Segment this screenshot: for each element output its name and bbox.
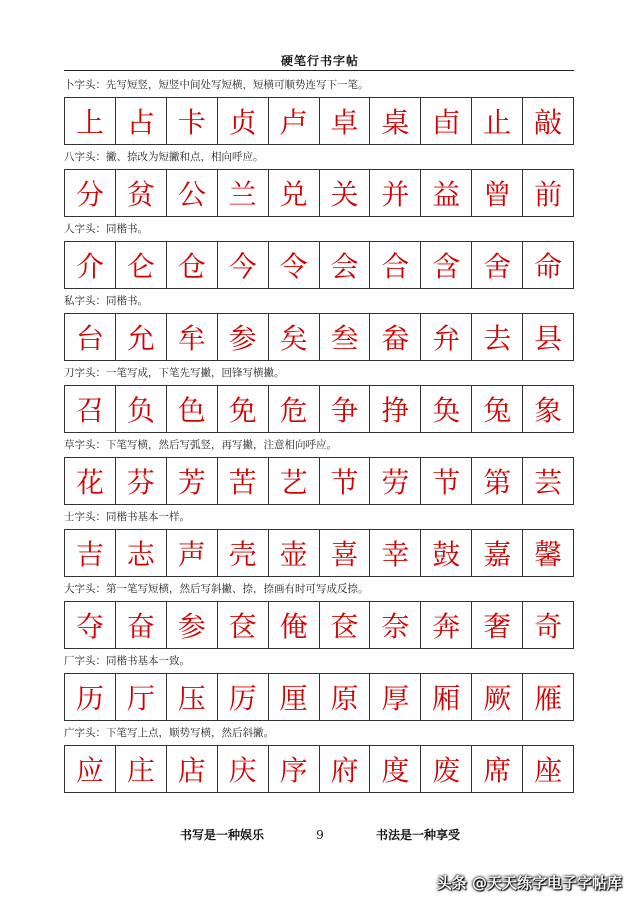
footer-left-motto: 书写是一种娱乐 [179, 828, 264, 842]
section-instruction: 私字头：同楷书。 [64, 295, 148, 307]
character-cell: 卡 [166, 98, 217, 144]
character-grid [64, 385, 574, 433]
character-cell: 占 [115, 98, 166, 144]
character-cell: 压 [166, 674, 217, 720]
character-cell: 曾 [471, 170, 522, 216]
character-cell: 店 [166, 746, 217, 792]
character-cell: 会 [319, 242, 370, 288]
practice-section [64, 723, 574, 795]
character-cell: 厘 [268, 674, 319, 720]
character-grid [64, 601, 574, 649]
section-instruction: 草字头：下笔写横，然后写弧竖，再写撇，注意相向呼应。 [64, 439, 337, 451]
section-instruction: 广字头：下笔写上点，顺势写横，然后斜撇。 [64, 727, 274, 739]
character-cell: 介 [75, 250, 104, 283]
character-grid [64, 313, 574, 361]
character-cell: 度 [369, 746, 420, 792]
practice-section [64, 363, 574, 435]
character-grid [64, 457, 574, 505]
character-cell: 舍 [471, 242, 522, 288]
character-cell: 仓 [166, 242, 217, 288]
character-cell: 节 [420, 458, 471, 504]
character-cell: 第 [471, 458, 522, 504]
character-grid [64, 97, 574, 145]
character-cell: 艺 [268, 458, 319, 504]
character-cell: 关 [319, 170, 370, 216]
character-cell: 庄 [115, 746, 166, 792]
character-cell: 卣 [420, 98, 471, 144]
character-cell: 嘉 [471, 530, 522, 576]
character-cell: 弁 [420, 314, 471, 360]
character-cell: 府 [319, 746, 370, 792]
character-cell: 争 [319, 386, 370, 432]
character-cell: 席 [471, 746, 522, 792]
character-cell: 历 [75, 682, 104, 715]
character-cell: 奈 [369, 602, 420, 648]
character-grid [64, 745, 574, 793]
character-cell: 畚 [369, 314, 420, 360]
character-cell: 止 [471, 98, 522, 144]
section-instruction: 厂字头：同楷书基本一致。 [64, 655, 190, 667]
character-cell: 应 [75, 754, 104, 787]
character-cell: 厥 [471, 674, 522, 720]
character-cell: 志 [115, 530, 166, 576]
character-cell: 仑 [115, 242, 166, 288]
character-cell: 台 [75, 322, 104, 355]
character-cell: 公 [166, 170, 217, 216]
character-cell: 奁 [319, 602, 370, 648]
character-cell: 矣 [268, 314, 319, 360]
character-cell: 叁 [319, 314, 370, 360]
character-cell: 兔 [471, 386, 522, 432]
title-divider [64, 70, 574, 71]
character-cell: 雁 [522, 674, 573, 720]
practice-section [64, 507, 574, 579]
practice-section [64, 435, 574, 507]
practice-section [64, 75, 574, 147]
practice-section [64, 651, 574, 723]
character-cell: 奇 [522, 602, 573, 648]
character-cell: 今 [217, 242, 268, 288]
character-cell: 分 [75, 178, 104, 211]
character-cell: 声 [166, 530, 217, 576]
character-cell: 喜 [319, 530, 370, 576]
character-grid [64, 529, 574, 577]
character-cell: 益 [420, 170, 471, 216]
character-cell: 奋 [115, 602, 166, 648]
character-cell: 芬 [115, 458, 166, 504]
character-cell: 象 [522, 386, 573, 432]
character-cell: 壶 [268, 530, 319, 576]
character-cell: 花 [75, 466, 104, 499]
character-cell: 序 [268, 746, 319, 792]
character-cell: 奂 [420, 386, 471, 432]
character-cell: 兰 [217, 170, 268, 216]
character-cell: 馨 [522, 530, 573, 576]
page-footer [0, 826, 640, 843]
character-cell: 厚 [369, 674, 420, 720]
character-cell: 参 [217, 314, 268, 360]
character-cell: 令 [268, 242, 319, 288]
character-cell: 负 [115, 386, 166, 432]
character-cell: 奢 [471, 602, 522, 648]
character-cell: 厅 [115, 674, 166, 720]
section-instruction: 大字头：第一笔写短横，然后写斜撇、捺，捺画有时可写成反捺。 [64, 583, 369, 595]
character-cell: 挣 [369, 386, 420, 432]
character-cell: 厢 [420, 674, 471, 720]
character-cell: 贫 [115, 170, 166, 216]
character-cell: 原 [319, 674, 370, 720]
character-cell: 前 [522, 170, 573, 216]
character-grid [64, 241, 574, 289]
character-cell: 苦 [217, 458, 268, 504]
character-cell: 卓 [319, 98, 370, 144]
character-cell: 去 [471, 314, 522, 360]
section-instruction: 刀字头：一笔写成，下笔先写撇，回锋写横撇。 [64, 367, 285, 379]
character-cell: 贞 [217, 98, 268, 144]
character-cell: 座 [522, 746, 573, 792]
character-cell: 允 [115, 314, 166, 360]
character-cell: 命 [522, 242, 573, 288]
section-instruction: 人字头：同楷书。 [64, 223, 148, 235]
character-cell: 庆 [217, 746, 268, 792]
character-cell: 上 [75, 106, 104, 139]
page-title: 硬笔行书字帖 [280, 54, 359, 68]
section-instruction: 八字头：撇、捺改为短撇和点，相向呼应。 [64, 151, 264, 163]
character-cell: 吉 [75, 538, 104, 571]
character-cell: 牟 [166, 314, 217, 360]
character-grid [64, 673, 574, 721]
character-cell: 幸 [369, 530, 420, 576]
character-cell: 合 [369, 242, 420, 288]
character-cell: 兑 [268, 170, 319, 216]
character-cell: 危 [268, 386, 319, 432]
character-cell: 厉 [217, 674, 268, 720]
character-cell: 色 [166, 386, 217, 432]
section-instruction: 士字头：同楷书基本一样。 [64, 511, 190, 523]
character-cell: 鼓 [420, 530, 471, 576]
footer-right-motto: 书法是一种享受 [376, 828, 461, 842]
practice-sections [64, 75, 574, 795]
character-cell: 召 [75, 394, 104, 427]
source-watermark: 头条 @天天练字电子字帖库 [436, 874, 622, 892]
section-instruction: 卜字头：先写短竖，短竖中间处写短横，短横可顺势连写下一笔。 [64, 79, 369, 91]
character-cell: 夺 [75, 610, 104, 643]
character-grid [64, 169, 574, 217]
character-cell: 县 [522, 314, 573, 360]
character-cell: 芳 [166, 458, 217, 504]
character-cell: 劳 [369, 458, 420, 504]
character-cell: 参 [166, 602, 217, 648]
character-cell: 壳 [217, 530, 268, 576]
practice-section [64, 147, 574, 219]
character-cell: 废 [420, 746, 471, 792]
practice-section [64, 219, 574, 291]
character-cell: 奔 [420, 602, 471, 648]
character-cell: 免 [217, 386, 268, 432]
character-cell: 芸 [522, 458, 573, 504]
practice-section [64, 579, 574, 651]
character-cell: 节 [319, 458, 370, 504]
character-cell: 敲 [522, 98, 573, 144]
character-cell: 并 [369, 170, 420, 216]
page-number: 9 [316, 828, 324, 842]
character-cell: 桌 [369, 98, 420, 144]
character-cell: 奁 [217, 602, 268, 648]
character-cell: 含 [420, 242, 471, 288]
character-cell: 卢 [268, 98, 319, 144]
character-cell: 俺 [268, 602, 319, 648]
practice-section [64, 291, 574, 363]
